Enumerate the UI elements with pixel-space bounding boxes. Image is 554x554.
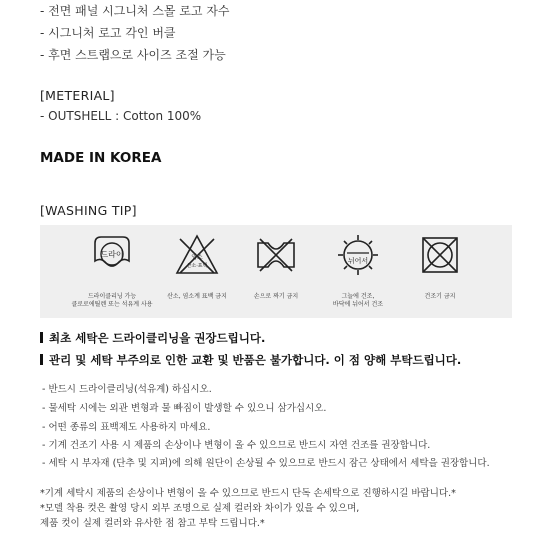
no-bleach-icon — [174, 233, 220, 277]
care-item: - 세탁 시 부자재 (단추 및 지퍼)에 의해 원단이 손상될 수 있으므로 반드시 잠근 상태에서 세탁을 권장합니다. — [42, 458, 490, 469]
dry-clean-icon — [92, 233, 132, 273]
made-in-label: MADE IN KOREA — [40, 150, 162, 166]
caption-line: 드라이클리닝 가능 — [87, 293, 137, 300]
washing-icons-panel — [40, 225, 512, 318]
bleach-inner-text-1: 염소 — [191, 254, 203, 261]
notice-1 — [40, 330, 265, 346]
dry-clean-caption — [71, 293, 152, 309]
dry-shade-inner-text: 뉘어서 — [347, 257, 369, 265]
caption-line: 손으로 짜기 금지 — [253, 293, 299, 300]
notice-text: 관리 및 세탁 부주의로 인한 교환 및 반품은 불가합니다. 이 점 양해 부탁드립니다. — [49, 353, 462, 367]
feature-line-1: - 전면 패널 시그니처 스몰 로고 자수 — [40, 4, 230, 18]
material-heading: [METERIAL] — [40, 88, 115, 103]
care-item: - 어떤 종류의 표백제도 사용하지 마세요. — [42, 422, 211, 433]
feature-line-2: - 시그니처 로고 각인 버클 — [40, 26, 176, 40]
notice-bar — [40, 354, 43, 365]
material-value: - OUTSHELL : Cotton 100% — [40, 109, 202, 123]
caption-line: 그늘에 건조, — [341, 293, 375, 300]
no-tumble-dry-caption — [425, 293, 456, 301]
caption-line: 클로로에틸렌 또는 석유계 사용 — [71, 301, 153, 308]
caption-line: 건조기 금지 — [424, 293, 456, 300]
caption-line: 바닥에 뉘어서 건조 — [332, 301, 384, 308]
no-hand-wash-icon — [254, 235, 298, 275]
notice-bar — [40, 332, 43, 343]
bleach-inner-text-2: 산소·표백 — [186, 263, 208, 269]
notice-2 — [40, 352, 461, 368]
footer-note-3: 제품 컷이 실제 컬러와 유사한 점 참고 부탁 드립니다.* — [40, 518, 265, 529]
footer-note-2: *모델 착용 컷은 촬영 당시 외부 조명으로 실제 컬러와 차이가 있을 수 있으며, — [40, 503, 360, 514]
dry-clean-inner-text: 드라이 — [100, 250, 124, 259]
feature-line-3: - 후면 스트랩으로 사이즈 조절 가능 — [40, 48, 226, 62]
notice-text: 최초 세탁은 드라이클리닝을 권장드립니다. — [49, 331, 266, 345]
care-item: - 기계 건조기 사용 시 제품의 손상이나 변형이 올 수 있으므로 반드시 자연 건조를 권장합니다. — [42, 440, 431, 451]
footer-note-1: *기계 세탁시 제품의 손상이나 변형이 올 수 있으므로 반드시 단독 손세탁으로 진행하시길 바랍니다.* — [40, 488, 456, 499]
no-hand-wash-caption — [254, 293, 298, 301]
no-tumble-dry-icon — [420, 235, 460, 275]
caption-line: 산소, 염소계 표백 금지 — [167, 293, 227, 300]
washing-heading: [WASHING TIP] — [40, 203, 137, 218]
care-item: - 물세탁 시에는 외관 변형과 물 빠짐이 발생할 수 있으니 삼가십시오. — [42, 403, 327, 414]
dry-in-shade-icon — [336, 233, 380, 277]
care-item: - 반드시 드라이클리닝(석유계) 하십시오. — [42, 384, 212, 395]
no-bleach-caption — [167, 293, 227, 301]
dry-in-shade-caption — [333, 293, 383, 309]
